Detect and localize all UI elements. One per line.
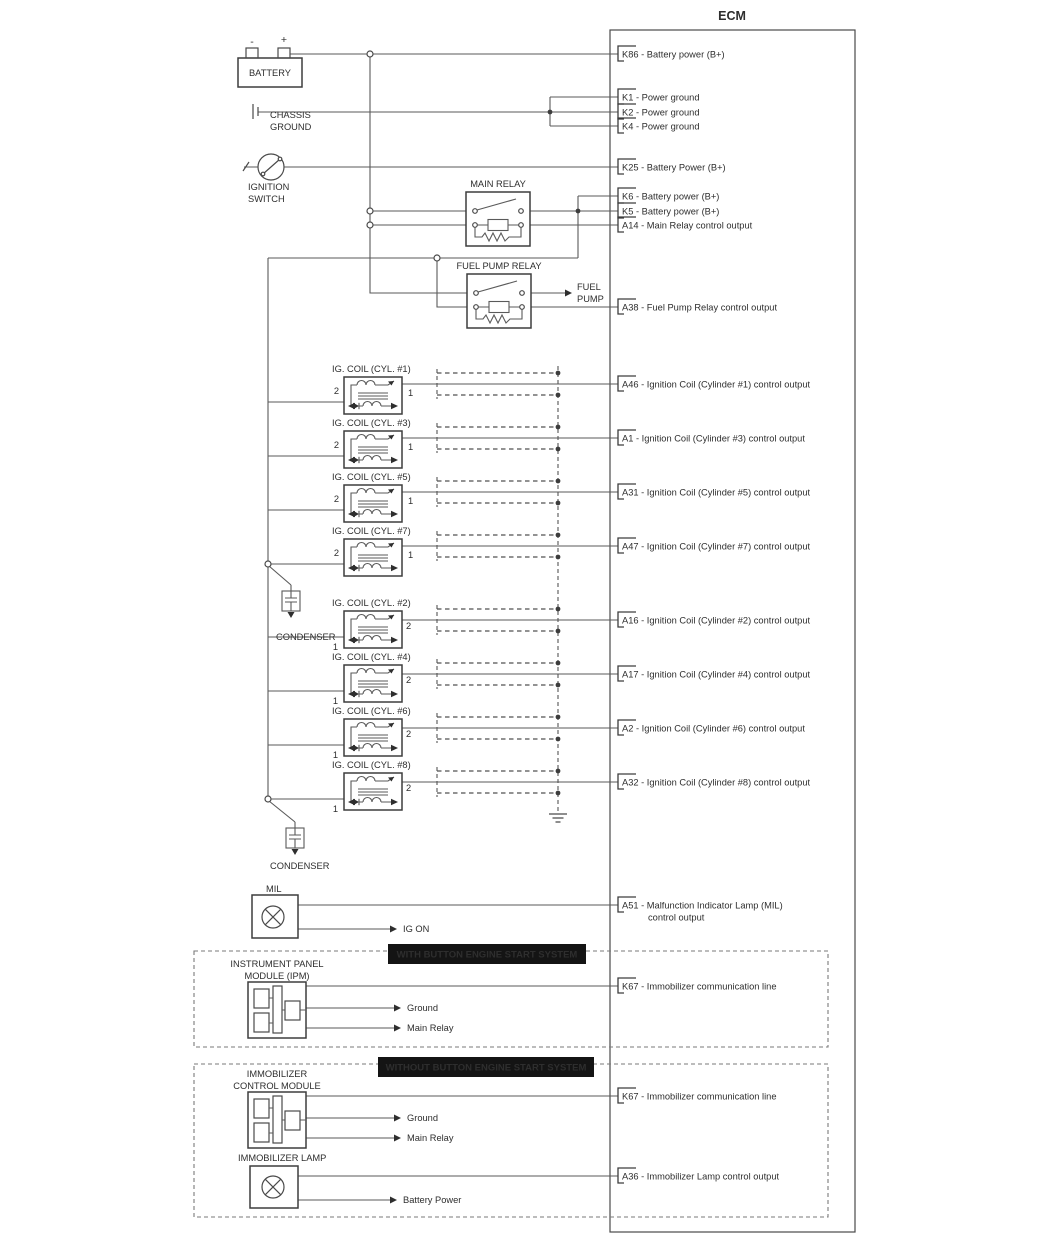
ecm-pin-a1 <box>618 430 805 445</box>
immobilizer-ground-label: Ground <box>407 1113 439 1123</box>
ecm-pin-a17 <box>618 666 811 681</box>
svg-text:A1 - Ignition Coil (Cylinder #: A1 - Ignition Coil (Cylinder #3) control output <box>622 433 805 444</box>
mil-lamp-symbol <box>252 884 429 938</box>
ignition-coil-cyl-5 <box>332 472 413 522</box>
coil-label: IG. COIL (CYL. #8) <box>332 760 411 770</box>
svg-text:control output: control output <box>648 912 705 923</box>
ignition-coil-cyl-6 <box>332 706 411 760</box>
ecm-pin-k6 <box>618 188 719 203</box>
svg-text:WITHOUT BUTTON ENGINE START SY: WITHOUT BUTTON ENGINE START SYSTEM <box>385 1062 587 1074</box>
coil-pin-right: 1 <box>408 496 414 506</box>
coil-pin-left: 1 <box>332 750 338 760</box>
ecm-pin-a47 <box>618 538 811 553</box>
mil-label: MIL <box>266 884 282 894</box>
shield-dashes <box>437 366 567 822</box>
main-relay-label: MAIN RELAY <box>470 179 526 189</box>
ipm-label-2: MODULE (IPM) <box>244 971 310 981</box>
ecm-pin-k2 <box>618 104 700 119</box>
ignition-coil-cyl-4 <box>332 652 411 706</box>
coil-pin-right: 1 <box>408 550 414 560</box>
chassis-ground-label-1: CHASSIS <box>270 110 311 120</box>
immobilizer-label-2: CONTROL MODULE <box>233 1081 321 1091</box>
svg-text:K5 - Battery power (B+): K5 - Battery power (B+) <box>622 206 720 217</box>
svg-text:K67 - Immobilizer communicatio: K67 - Immobilizer communication line <box>622 981 777 992</box>
svg-text:K2 - Power ground: K2 - Power ground <box>622 107 700 118</box>
coil-label: IG. COIL (CYL. #7) <box>332 526 411 536</box>
battery-label: BATTERY <box>248 68 292 78</box>
battery-power-label: Battery Power <box>403 1195 462 1205</box>
svg-text:A46 - Ignition Coil (Cylinder: A46 - Ignition Coil (Cylinder #1) control output <box>622 379 811 390</box>
immobilizer-label-1: IMMOBILIZER <box>246 1069 308 1079</box>
section-with-button-banner <box>388 944 586 964</box>
immobilizer-main-relay-label: Main Relay <box>407 1133 454 1143</box>
fuel-pump-relay-label: FUEL PUMP RELAY <box>456 261 542 271</box>
svg-text:K6 - Battery power (B+): K6 - Battery power (B+) <box>622 191 720 202</box>
coil-pin-left: 1 <box>332 696 338 706</box>
svg-text:A32 - Ignition Coil (Cylinder: A32 - Ignition Coil (Cylinder #8) control output <box>622 777 811 788</box>
svg-text:K25 - Battery Power (B+): K25 - Battery Power (B+) <box>622 162 726 173</box>
section-without-button-banner <box>378 1057 594 1077</box>
ignition-switch-symbol <box>243 154 289 204</box>
svg-text:K67 - Immobilizer communicatio: K67 - Immobilizer communication line <box>622 1091 777 1102</box>
ecm-pin-a31 <box>618 484 811 499</box>
shield-ground-symbol <box>549 814 567 822</box>
ignition-switch-label-2: SWITCH <box>248 194 285 204</box>
chassis-ground-label-2: GROUND <box>270 122 312 132</box>
ipm-main-relay-label: Main Relay <box>407 1023 454 1033</box>
coil-pin-left: 2 <box>333 440 339 450</box>
coil-pin-left: 1 <box>332 642 338 652</box>
ecm-pin-k67-ipm <box>618 978 777 993</box>
condenser-1-label: CONDENSER <box>276 632 336 642</box>
fuel-pump-relay-symbol <box>456 261 603 328</box>
coil-pin-left: 2 <box>333 548 339 558</box>
ipm-ground-label: Ground <box>407 1003 439 1013</box>
coil-pin-right: 2 <box>406 621 412 631</box>
battery-symbol <box>238 34 302 87</box>
ecm-pin-a32 <box>618 774 811 789</box>
ignition-coil-cyl-1 <box>332 364 413 414</box>
ignition-coil-cyl-8 <box>332 760 411 814</box>
svg-text:K86 - Battery power (B+): K86 - Battery power (B+) <box>622 49 725 60</box>
fuel-pump-out-label-1: FUEL <box>577 282 601 292</box>
svg-text:K4 - Power ground: K4 - Power ground <box>622 121 700 132</box>
coil-label: IG. COIL (CYL. #2) <box>332 598 411 608</box>
svg-text:K1 - Power ground: K1 - Power ground <box>622 92 700 103</box>
ignition-coil-cyl-7 <box>332 526 413 576</box>
coil-pin-right: 2 <box>406 675 412 685</box>
svg-text:A36 - Immobilizer Lamp control: A36 - Immobilizer Lamp control output <box>622 1171 780 1182</box>
module-ipm-symbol <box>230 959 453 1038</box>
svg-text:WITH BUTTON ENGINE START SYSTE: WITH BUTTON ENGINE START SYSTEM <box>396 949 578 961</box>
battery-minus-sign: - <box>250 36 254 48</box>
coil-label: IG. COIL (CYL. #5) <box>332 472 411 482</box>
ignition-coil-cyl-3 <box>332 418 413 468</box>
coil-pin-right: 2 <box>406 783 412 793</box>
module-immobilizer-symbol <box>233 1069 454 1148</box>
coil-pin-left: 2 <box>333 386 339 396</box>
condenser-2-label: CONDENSER <box>270 861 330 871</box>
ecm-pin-a38 <box>618 299 777 314</box>
battery-plus-sign: + <box>280 34 288 46</box>
svg-text:A16 - Ignition Coil (Cylinder: A16 - Ignition Coil (Cylinder #2) control output <box>622 615 811 626</box>
ecm-pin-k25 <box>618 159 726 174</box>
svg-text:A31 - Ignition Coil (Cylinder: A31 - Ignition Coil (Cylinder #5) control output <box>622 487 811 498</box>
ipm-label-1: INSTRUMENT PANEL <box>230 959 324 969</box>
svg-text:A17 - Ignition Coil (Cylinder: A17 - Ignition Coil (Cylinder #4) control output <box>622 669 811 680</box>
ignition-coil-cyl-2 <box>332 598 411 652</box>
coil-pin-right: 1 <box>408 388 414 398</box>
main-relay-symbol <box>466 179 530 246</box>
ecm-pin-a2 <box>618 720 805 735</box>
coil-pin-left: 2 <box>333 494 339 504</box>
ecm-pin-a16 <box>618 612 811 627</box>
svg-text:A2 - Ignition Coil (Cylinder #: A2 - Ignition Coil (Cylinder #6) control output <box>622 723 805 734</box>
coil-pin-left: 1 <box>332 804 338 814</box>
coil-label: IG. COIL (CYL. #3) <box>332 418 411 428</box>
chassis-ground-symbol <box>253 104 312 132</box>
coil-label: IG. COIL (CYL. #6) <box>332 706 411 716</box>
ecm-title: ECM <box>718 9 746 23</box>
ecm-pin-a36 <box>618 1168 780 1183</box>
ecm-pin-k4 <box>618 118 700 133</box>
ecm-pin-k5 <box>618 203 719 218</box>
coil-label: IG. COIL (CYL. #4) <box>332 652 411 662</box>
ig-on-label: IG ON <box>403 924 430 934</box>
fuel-pump-out-label-2: PUMP <box>577 294 604 304</box>
condenser-1-symbol <box>276 585 336 642</box>
ecm-pin-a51 <box>618 897 783 923</box>
svg-text:A14 - Main Relay control outpu: A14 - Main Relay control output <box>622 220 753 231</box>
ecm-pin-a14 <box>618 217 753 232</box>
coil-label: IG. COIL (CYL. #1) <box>332 364 411 374</box>
coil-pin-right: 2 <box>406 729 412 739</box>
ecm-pin-k86 <box>618 46 725 61</box>
condenser-2-symbol <box>270 822 330 871</box>
svg-text:A38 - Fuel Pump Relay control: A38 - Fuel Pump Relay control output <box>622 302 778 313</box>
ignition-switch-label-1: IGNITION <box>248 182 290 192</box>
svg-text:A47 - Ignition Coil (Cylinder: A47 - Ignition Coil (Cylinder #7) control output <box>622 541 811 552</box>
svg-text:A51 - Malfunction Indicator La: A51 - Malfunction Indicator Lamp (MIL) <box>622 900 783 911</box>
ecm-pin-k67-immobilizer <box>618 1088 777 1103</box>
ecm-pin-k1 <box>618 89 700 104</box>
immobilizer-lamp-label: IMMOBILIZER LAMP <box>238 1153 327 1163</box>
ecm-pin-a46 <box>618 376 811 391</box>
coil-pin-right: 1 <box>408 442 414 452</box>
